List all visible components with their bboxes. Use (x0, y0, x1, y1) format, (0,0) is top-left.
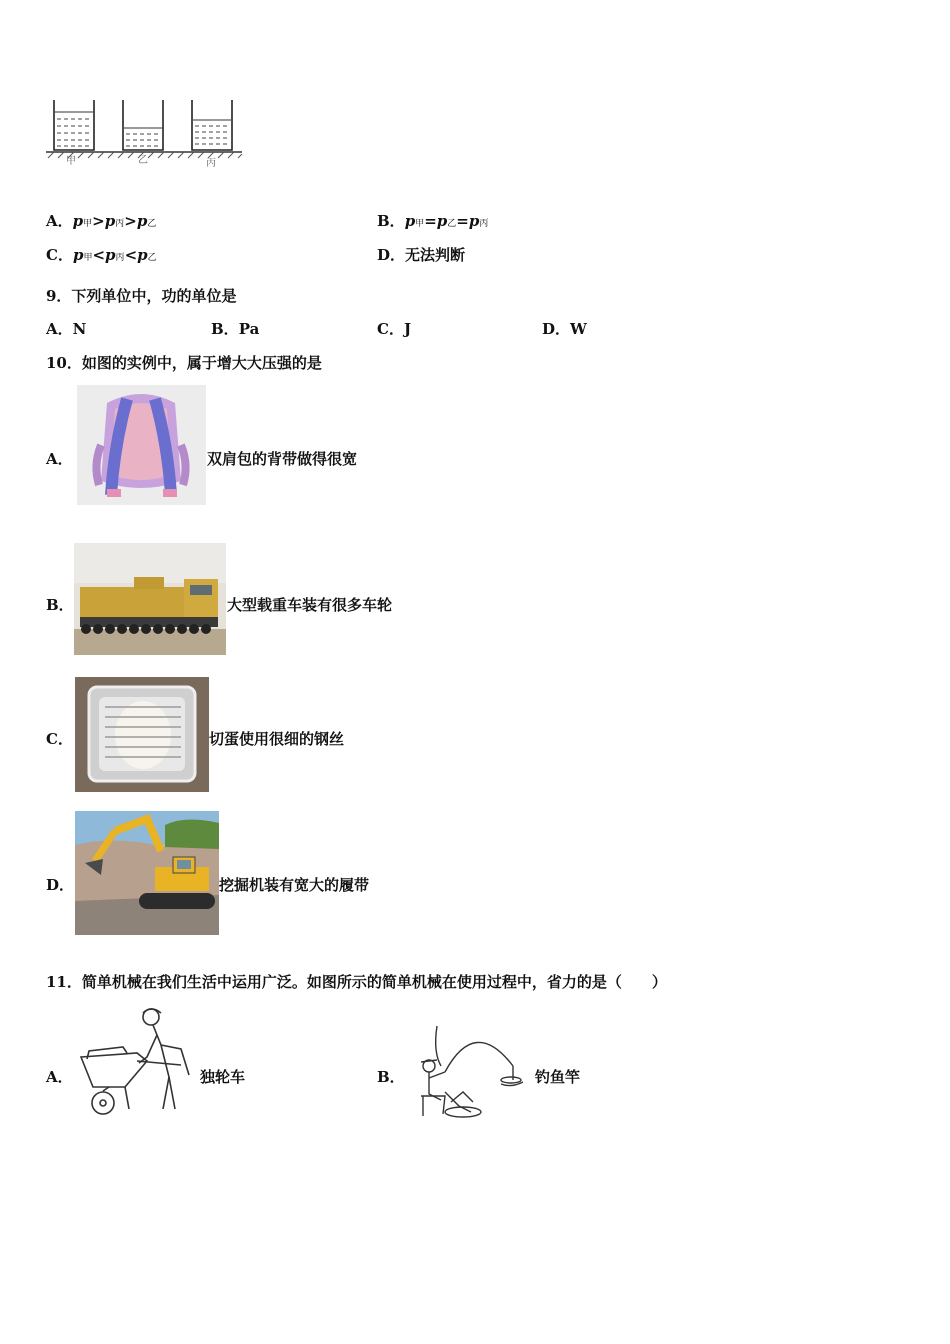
subscript: 甲 (83, 253, 93, 263)
subscript: 乙 (447, 219, 457, 229)
option-letter: B． (211, 320, 239, 338)
pressure-symbol: p (136, 212, 148, 230)
pressure-symbol: p (105, 246, 116, 264)
q8-option-c-letter: C． (46, 246, 73, 264)
beaker-label-jia: 甲 (66, 156, 76, 167)
q10-option-d-text: 挖掘机装有宽大的履带 (219, 876, 370, 894)
beaker-label-yi: 乙 (138, 155, 148, 166)
q11-option-a-letter[interactable]: A． (46, 1068, 73, 1086)
q8-option-d-text: 无法判断 (405, 246, 466, 264)
pressure-symbol: p (404, 212, 416, 230)
q8-option-c[interactable] (46, 245, 157, 268)
pressure-symbol: p (72, 246, 84, 264)
egg-slicer-image (75, 677, 209, 792)
option-text: N (72, 320, 87, 338)
q8-option-b[interactable] (377, 211, 488, 234)
subscript: 甲 (415, 219, 425, 229)
q10-option-c-text: 切蛋使用很细的钢丝 (209, 730, 345, 748)
pressure-symbol: p (104, 212, 116, 230)
q9-option-a[interactable] (46, 319, 86, 339)
q8-option-d[interactable] (377, 245, 465, 265)
pressure-symbol: p (468, 212, 480, 230)
q10-option-c-letter[interactable]: C． (46, 730, 73, 748)
q10-option-b-letter[interactable]: B． (46, 596, 74, 614)
backpack-image (77, 385, 206, 505)
heavy-truck-image (74, 543, 226, 655)
relation-symbol: > (124, 212, 137, 230)
option-letter: D． (542, 320, 571, 338)
q8-option-d-letter: D． (377, 246, 406, 264)
q8-option-a-letter: A． (46, 212, 73, 230)
q11-option-b-text: 钓鱼竿 (535, 1068, 581, 1086)
relation-symbol: > (92, 212, 105, 230)
excavator-image (75, 811, 219, 935)
option-letter: C． (377, 320, 404, 338)
option-text: J (403, 320, 412, 338)
q9-option-b[interactable] (211, 319, 259, 339)
q11-stem: 11．简单机械在我们生活中运用广泛。如图所示的简单机械在使用过程中，省力的是（ ） (46, 973, 667, 991)
q10-option-b-text: 大型载重车装有很多车轮 (227, 596, 393, 614)
beaker-label-bing: 丙 (206, 158, 216, 169)
beakers-figure (44, 96, 244, 168)
q10-option-d-letter[interactable]: D． (46, 876, 75, 894)
q9-option-d[interactable] (542, 319, 587, 339)
subscript: 丙 (115, 219, 125, 229)
q11-option-b-letter[interactable]: B． (377, 1068, 405, 1086)
option-text: Pa (238, 320, 260, 338)
pressure-symbol: p (137, 246, 148, 264)
q9-stem: 9．下列单位中，功的单位是 (46, 287, 237, 305)
relation-symbol: < (92, 246, 106, 264)
relation-symbol: = (424, 212, 437, 230)
q9-option-c[interactable] (377, 319, 411, 339)
subscript: 乙 (147, 219, 157, 229)
q10-stem: 10．如图的实例中，属于增大大压强的是 (46, 354, 322, 372)
relation-symbol: = (456, 212, 469, 230)
subscript: 丙 (115, 253, 125, 263)
q11-option-a-text: 独轮车 (200, 1068, 246, 1086)
subscript: 甲 (83, 219, 93, 229)
subscript: 乙 (147, 253, 157, 263)
option-letter: A． (46, 320, 73, 338)
fishing-rod-image (415, 1022, 530, 1124)
q10-option-a-letter[interactable]: A． (46, 450, 73, 468)
relation-symbol: < (124, 246, 138, 264)
q10-option-a-text: 双肩包的背带做得很宽 (207, 450, 358, 468)
pressure-symbol: p (436, 212, 448, 230)
q8-option-a[interactable] (46, 211, 156, 234)
option-text: W (570, 320, 587, 338)
subscript: 丙 (479, 219, 489, 229)
q8-option-b-letter: B． (377, 212, 405, 230)
pressure-symbol: p (72, 212, 84, 230)
wheelbarrow-image (77, 1005, 197, 1121)
